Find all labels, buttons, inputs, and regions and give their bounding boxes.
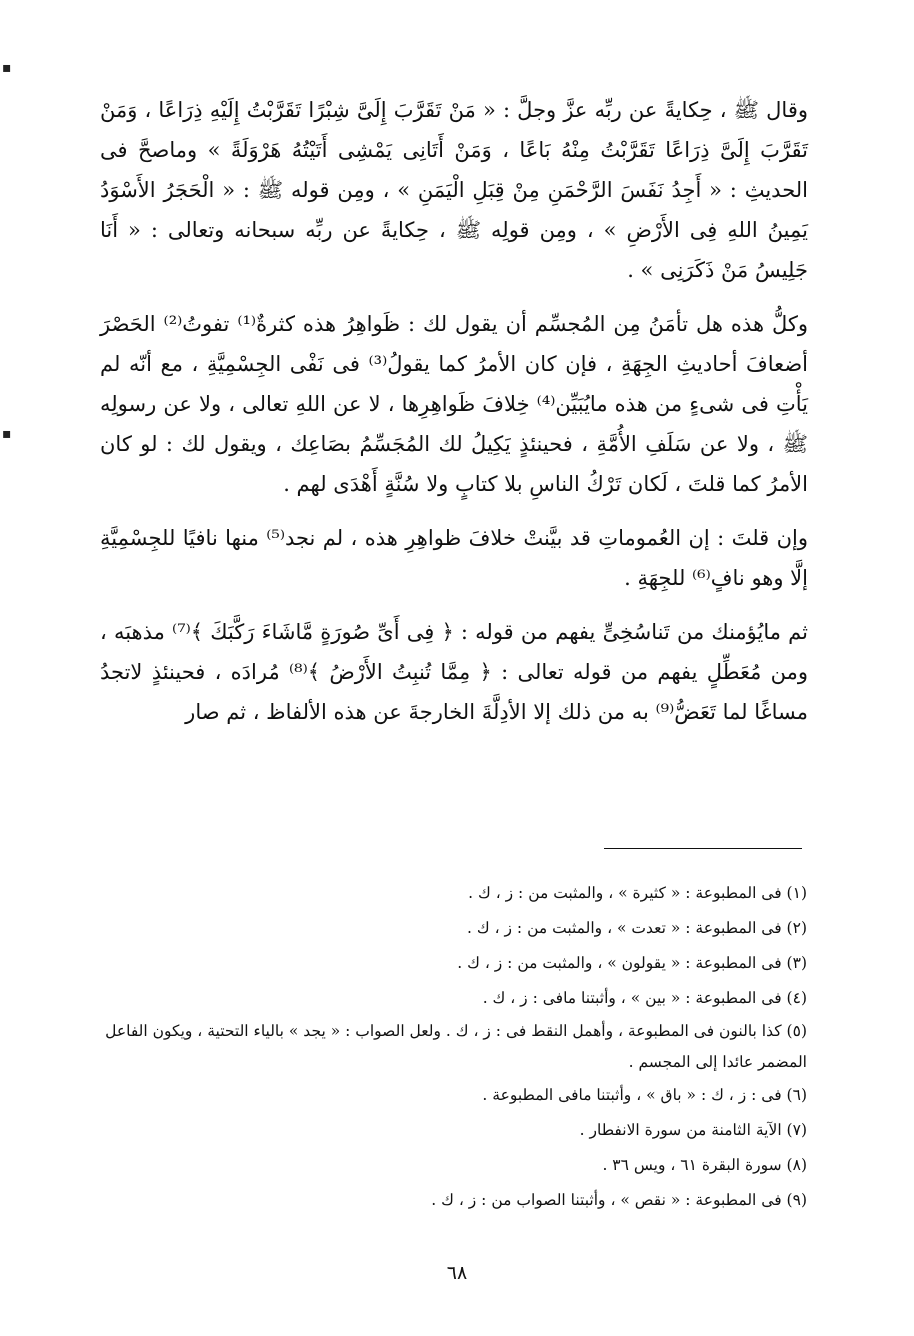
footnote-3: (٣) فى المطبوعة : « يقولون » ، والمثبت من : ز ، ك . [457,954,807,972]
paragraph-generalities: وإن قلتَ : إن العُموماتِ قد بيَّنتْ خلافَ ظواهِرِ هذه ، لم نجد⁽⁵⁾ منها نافيًا للجِسْمِيَّةِ إلَّا وهو نافٍ⁽⁶⁾ للجِهَةِ . [100,526,808,590]
footnote-8: (٨) سورة البقرة ٦١ ، ويس ٣٦ . [602,1156,807,1174]
scan-mark-top: ▪ [2,60,12,76]
footnote-6: (٦) فى : ز ، ك : « باق » ، وأثبتنا مافى المطبوعة . [482,1086,807,1104]
footnote-4: (٤) فى المطبوعة : « بين » ، وأثبتنا مافى : ز ، ك . [482,989,807,1007]
footnote-1: (١) فى المطبوعة : « كثيرة » ، والمثبت من : ز ، ك . [468,884,807,902]
footnote-9: (٩) فى المطبوعة : « نقص » ، وأثبتنا الصواب من : ز ، ك . [431,1191,807,1209]
paragraph-mujassim-objection: وكلُّ هذه هل تأمَنُ مِن المُجسِّم أن يقول لك : ظَواهِرُ هذه كثرةٌ⁽¹⁾ تفوتُ⁽²⁾ الحَصْرَ أضعافَ أحاديثِ الجِهَةِ ، فإن كان الأمرُ كما يقولُ⁽³⁾ فى نَفْى الجِسْمِيَّةِ ، مع أنّه لم يَأْتِ فى شىءٍ من هذه مايُبَيِّن⁽⁴⁾ خِلافَ ظَواهِرِها ، لا عن اللهِ تعالى ، ولا عن رسولِه ﷺ ، ولا عن سَلَفِ الأُمَّةِ ، فحينئذٍ يَكِيلُ لك المُجَسِّمُ بصَاعِك ، ويقول لك : لو كان الأمرُ كما قلتَ ، لَكان تَرْكُ الناسِ بلا كتابٍ ولا سُنَّةٍ أَهْدَى لهم . [100,312,809,496]
paragraph-tanasukh: ثم مايُؤمنك من تَناسُخِىٍّ يفهم من قوله : ﴿ فِى أَىِّ صُورَةٍ مَّاشَاءَ رَكَّبَكَ ﴾⁽⁷⁾ مذهبَه ، ومن مُعَطِّلٍ يفهم من قوله تعالى : ﴿ مِمَّا تُنبِتُ الأَرْضُ ﴾⁽⁸⁾ مُرادَه ، فحينئذٍ لاتجدُ مساغًا لما تَعَضُّ⁽⁹⁾ به من ذلك إلا الأدِلَّةَ الخارجةَ عن هذه الألفاظ ، ثم صار [100,620,808,724]
scan-mark-middle: ▪ [2,426,12,442]
footnote-7: (٧) الآية الثامنة من سورة الانفطار . [579,1121,807,1139]
footnote-separator [604,848,802,849]
footnote-2: (٢) فى المطبوعة : « تعدت » ، والمثبت من : ز ، ك . [467,919,807,937]
footnotes-list [95,876,807,1218]
main-text [100,90,808,746]
footnote-5: (٥) كذا بالنون فى المطبوعة ، وأهمل النقط فى : ز ، ك . ولعل الصواب : « يجد » بالياء التحتية ، ويكون الفاعل المضمر عائدا إلى المجسم . [105,1022,807,1071]
paragraph-hadith-quotes: وقال ﷺ ، حِكايةً عن ربِّه عزَّ وجلَّ : « مَنْ تَقَرَّبَ إِلَىَّ شِبْرًا تَقَرَّبْتُ إِلَيْهِ ذِرَاعًا ، وَمَنْ تَقَرَّبَ إِلَىَّ ذِرَاعًا تَقَرَّبْتُ مِنْهُ بَاعًا ، وَمَنْ أَتَانِى يَمْشِى أَتَيْتُهُ هَرْوَلَةً » وماصحَّ فى الحديثِ : « أَجِدُ نَفَسَ الرَّحْمَنِ مِنْ قِبَلِ الْيَمَنِ » ، ومِن قوله ﷺ : « الْحَجَرُ الأَسْوَدُ يَمِينُ اللهِ فِى الأَرْضِ » ، ومِن قولِه ﷺ ، حِكايةً عن ربِّه سبحانه وتعالى : « أَنَا جَلِيسُ مَنْ ذَكَرَنِى » . [100,98,808,282]
page-number: ٦٨ [446,1262,468,1284]
